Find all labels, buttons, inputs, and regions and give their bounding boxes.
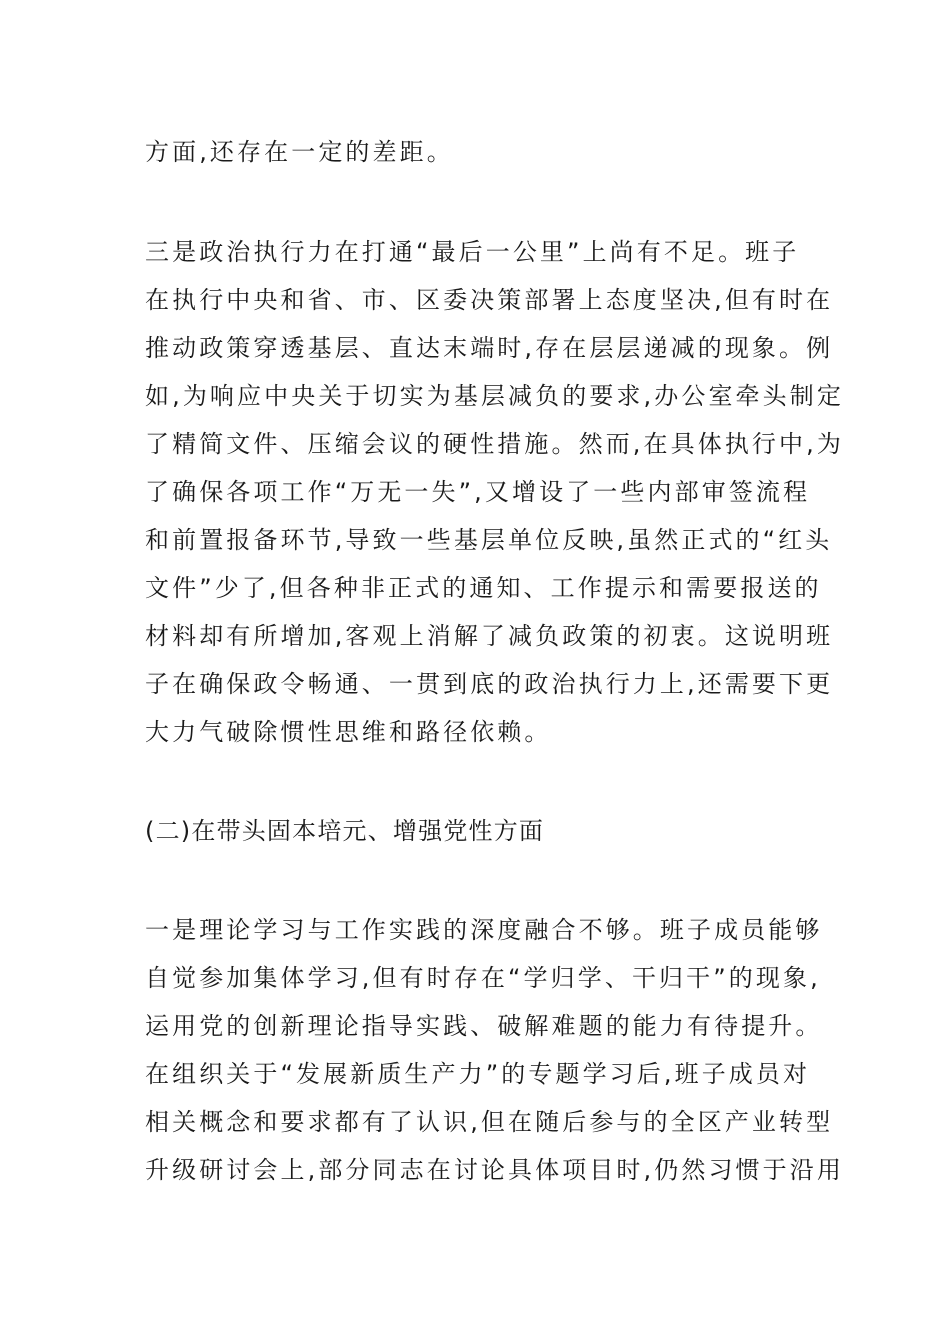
paragraph-3-line-2: 自觉参加集体学习,但有时存在“学归学、干归干”的现象, xyxy=(145,964,821,992)
paragraph-3-line-4: 在组织关于“发展新质生产力”的专题学习后,班子成员对 xyxy=(145,1060,811,1088)
paragraph-2-line-6: 了确保各项工作“万无一失”,又增设了一些内部审签流程 xyxy=(145,478,811,506)
paragraph-3-line-6: 升级研讨会上,部分同志在讨论具体项目时,仍然习惯于沿用 xyxy=(145,1156,844,1184)
paragraph-2-line-1: 三是政治执行力在打通“最后一公里”上尚有不足。班子 xyxy=(145,238,800,266)
paragraph-2-line-7: 和前置报备环节,导致一些基层单位反映,虽然正式的“红头 xyxy=(145,526,833,554)
paragraph-3-line-1: 一是理论学习与工作实践的深度融合不够。班子成员能够 xyxy=(145,916,823,944)
paragraph-2-line-8: 文件”少了,但各种非正式的通知、工作提示和需要报送的 xyxy=(145,574,822,602)
paragraph-2-line-5: 了精简文件、压缩会议的硬性措施。然而,在具体执行中,为 xyxy=(145,430,844,458)
paragraph-2-line-11: 大力气破除惯性思维和路径依赖。 xyxy=(145,718,552,746)
section-heading: (二)在带头固本培元、增强党性方面 xyxy=(145,817,545,845)
paragraph-2-line-3: 推动政策穿透基层、直达末端时,存在层层递减的现象。例 xyxy=(145,334,834,362)
paragraph-2-line-2: 在执行中央和省、市、区委决策部署上态度坚决,但有时在 xyxy=(145,286,834,314)
paragraph-2-line-10: 子在确保政令畅通、一贯到底的政治执行力上,还需要下更 xyxy=(145,670,834,698)
paragraph-2-line-4: 如,为响应中央关于切实为基层减负的要求,办公室牵头制定 xyxy=(145,382,844,410)
paragraph-2-line-9: 材料却有所增加,客观上消解了减负政策的初衷。这说明班 xyxy=(145,622,834,650)
paragraph-1-line-1: 方面,还存在一定的差距。 xyxy=(145,138,454,166)
paragraph-3-line-5: 相关概念和要求都有了认识,但在随后参与的全区产业转型 xyxy=(145,1108,834,1136)
paragraph-3-line-3: 运用党的创新理论指导实践、破解难题的能力有待提升。 xyxy=(145,1012,823,1040)
